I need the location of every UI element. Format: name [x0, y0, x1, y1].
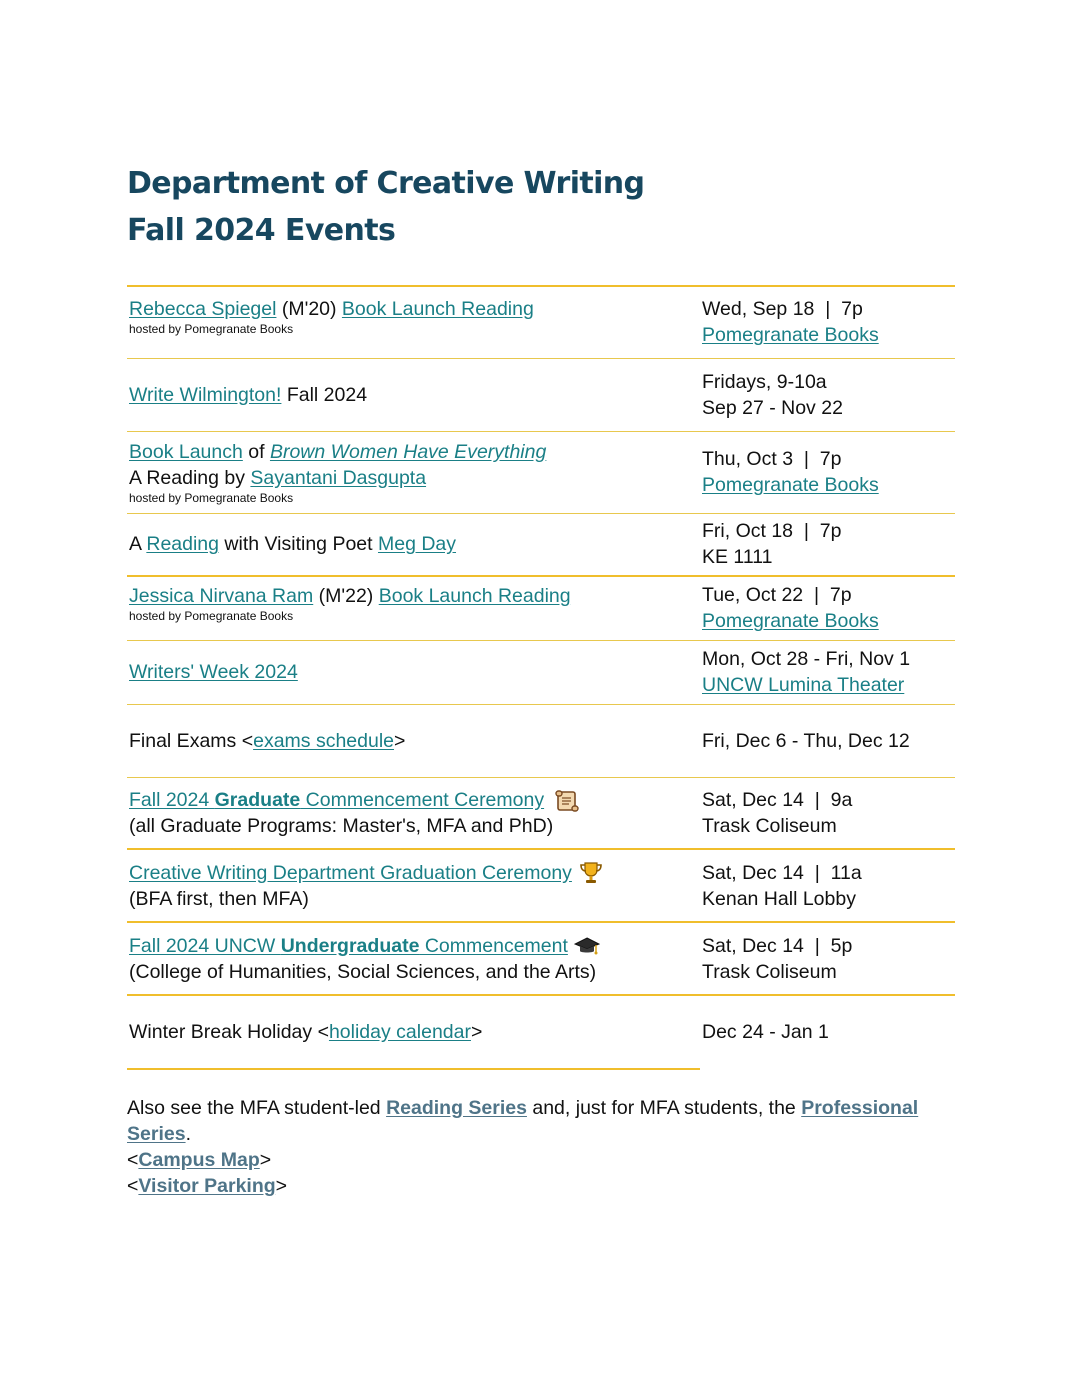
link-professional-series[interactable]: Professional Series: [127, 1097, 919, 1145]
event-venue: Trask Coliseum: [702, 814, 837, 837]
link-graduate-commencement[interactable]: [129, 789, 544, 811]
link-venue[interactable]: Pomegranate Books: [702, 610, 879, 633]
campus-map-line: [127, 1147, 962, 1173]
event-subtitle: (College of Humanities, Social Sciences, and the Arts): [129, 960, 597, 983]
link-undergraduate-commencement[interactable]: [129, 935, 568, 957]
footer-text: and, just for MFA students, the: [526, 1097, 802, 1119]
event-text: (M'22): [313, 584, 379, 607]
link-venue[interactable]: UNCW Lumina Theater: [702, 674, 905, 696]
event-text: of: [242, 440, 270, 463]
link-book-launch-reading[interactable]: Book Launch Reading: [341, 297, 534, 320]
event-date-range: Sep 27 - Nov 22: [702, 396, 843, 419]
event-date: Sat, Dec 14 | 11a: [702, 861, 862, 884]
link-text: Fall 2024 UNCW: [129, 934, 281, 957]
event-venue: Kenan Hall Lobby: [702, 887, 856, 910]
event-text: A Reading by: [129, 466, 251, 489]
link-text: Commencement Ceremony: [300, 788, 545, 811]
event-description: [127, 358, 700, 431]
link-text-bold: Graduate: [214, 788, 301, 811]
visitor-parking-line: [127, 1173, 962, 1199]
footer-text: <: [127, 1175, 139, 1197]
trophy-icon: [578, 861, 604, 885]
events-table: [127, 285, 955, 1067]
event-when-where: [700, 358, 955, 431]
link-write-wilmington[interactable]: Write Wilmington!: [129, 383, 282, 406]
event-date: Fri, Dec 6 - Thu, Dec 12: [702, 729, 910, 752]
event-when-where: [700, 849, 955, 922]
host-note: hosted by Pomegranate Books: [129, 608, 294, 623]
event-description: [127, 849, 700, 922]
event-text: >: [470, 1020, 483, 1043]
event-when-where: [700, 995, 955, 1067]
link-rebecca-spiegel[interactable]: Rebecca Spiegel: [129, 297, 277, 320]
link-text-bold: Undergraduate: [280, 934, 420, 957]
event-date: Thu, Oct 3 | 7p: [702, 448, 842, 470]
event-row: [127, 849, 955, 922]
event-date: Fri, Oct 18 | 7p: [702, 520, 842, 543]
footer-text: Also see the MFA student-led: [127, 1097, 387, 1119]
footer-text: >: [259, 1149, 272, 1171]
event-description: [127, 513, 700, 576]
event-date: Sat, Dec 14 | 9a: [702, 788, 853, 811]
event-row: [127, 576, 955, 640]
event-text: >: [394, 729, 406, 752]
event-row: [127, 995, 955, 1067]
event-date: Dec 24 - Jan 1: [702, 1020, 829, 1043]
event-description: [127, 704, 700, 777]
link-brown-women-have-everything[interactable]: Brown Women Have Everything: [269, 440, 547, 463]
event-when-where: [700, 777, 955, 849]
event-date: Fridays, 9-10a: [702, 370, 827, 393]
link-text: Commencement: [419, 934, 568, 957]
event-text: A: [129, 533, 147, 556]
event-date: Tue, Oct 22 | 7p: [702, 584, 852, 607]
event-date: Wed, Sep 18 | 7p: [702, 298, 863, 321]
event-row: [127, 286, 955, 358]
event-room: KE 1111: [702, 546, 773, 569]
link-sayantani-dasgupta[interactable]: Sayantani Dasgupta: [250, 466, 427, 489]
event-row: [127, 777, 955, 849]
event-description: [127, 995, 700, 1067]
event-when-where: [700, 704, 955, 777]
event-description: [127, 640, 700, 704]
event-description: [127, 286, 700, 358]
event-subtitle: (BFA first, then MFA): [129, 887, 309, 910]
event-row: [127, 358, 955, 431]
host-note: hosted by Pomegranate Books: [129, 490, 294, 505]
event-row: [127, 431, 955, 513]
link-jessica-nirvana-ram[interactable]: Jessica Nirvana Ram: [129, 584, 314, 607]
see-also-paragraph: [127, 1095, 962, 1147]
event-when-where: [700, 922, 955, 995]
event-description: [127, 922, 700, 995]
event-when-where: [700, 576, 955, 640]
event-description: [127, 431, 700, 513]
event-venue: Trask Coliseum: [702, 960, 837, 983]
title-line-1: Department of Creative Writing: [127, 166, 645, 201]
scroll-icon: [554, 789, 580, 813]
graduation-cap-icon: [574, 935, 600, 957]
event-when-where: [700, 513, 955, 576]
link-text: Fall 2024: [129, 788, 215, 811]
event-when-where: [700, 286, 955, 358]
link-writers-week[interactable]: Writers' Week 2024: [129, 661, 298, 683]
host-note: hosted by Pomegranate Books: [129, 321, 294, 336]
link-holiday-calendar[interactable]: holiday calendar: [328, 1020, 471, 1043]
link-book-launch[interactable]: Book Launch: [129, 440, 243, 463]
event-text: Winter Break Holiday <: [129, 1020, 329, 1043]
title-line-2: Fall 2024 Events: [127, 213, 396, 248]
link-visitor-parking[interactable]: Visitor Parking: [138, 1175, 276, 1197]
event-when-where: [700, 431, 955, 513]
footer-text: .: [185, 1123, 191, 1145]
event-text: (M'20): [276, 297, 342, 320]
footer-text: >: [275, 1175, 288, 1197]
footer-notes: [127, 1095, 962, 1199]
link-venue[interactable]: Pomegranate Books: [702, 474, 879, 496]
event-description: [127, 576, 700, 640]
link-exams-schedule[interactable]: exams schedule: [253, 729, 395, 752]
event-subtitle: (all Graduate Programs: Master's, MFA and PhD): [129, 814, 554, 837]
link-venue[interactable]: Pomegranate Books: [702, 324, 879, 347]
event-row: [127, 640, 955, 704]
event-row: [127, 704, 955, 777]
event-description: [127, 777, 700, 849]
link-reading[interactable]: Reading: [146, 533, 219, 556]
table-bottom-rule: [127, 1068, 700, 1070]
footer-text: <: [127, 1149, 139, 1171]
event-text: Fall 2024: [281, 383, 368, 406]
link-book-launch-reading[interactable]: Book Launch Reading: [378, 584, 571, 607]
event-when-where: [700, 640, 955, 704]
page-title: [127, 160, 644, 254]
event-date: Sat, Dec 14 | 5p: [702, 934, 853, 957]
event-text: with Visiting Poet: [219, 533, 378, 556]
event-row: [127, 513, 955, 576]
link-meg-day[interactable]: Meg Day: [377, 533, 457, 556]
link-cw-graduation-ceremony[interactable]: Creative Writing Department Graduation Ceremony: [129, 861, 572, 884]
link-campus-map[interactable]: Campus Map: [138, 1149, 260, 1171]
event-row: [127, 922, 955, 995]
event-text: Final Exams <: [129, 729, 254, 752]
event-date: Mon, Oct 28 - Fri, Nov 1: [702, 648, 911, 670]
link-reading-series[interactable]: Reading Series: [386, 1097, 527, 1119]
